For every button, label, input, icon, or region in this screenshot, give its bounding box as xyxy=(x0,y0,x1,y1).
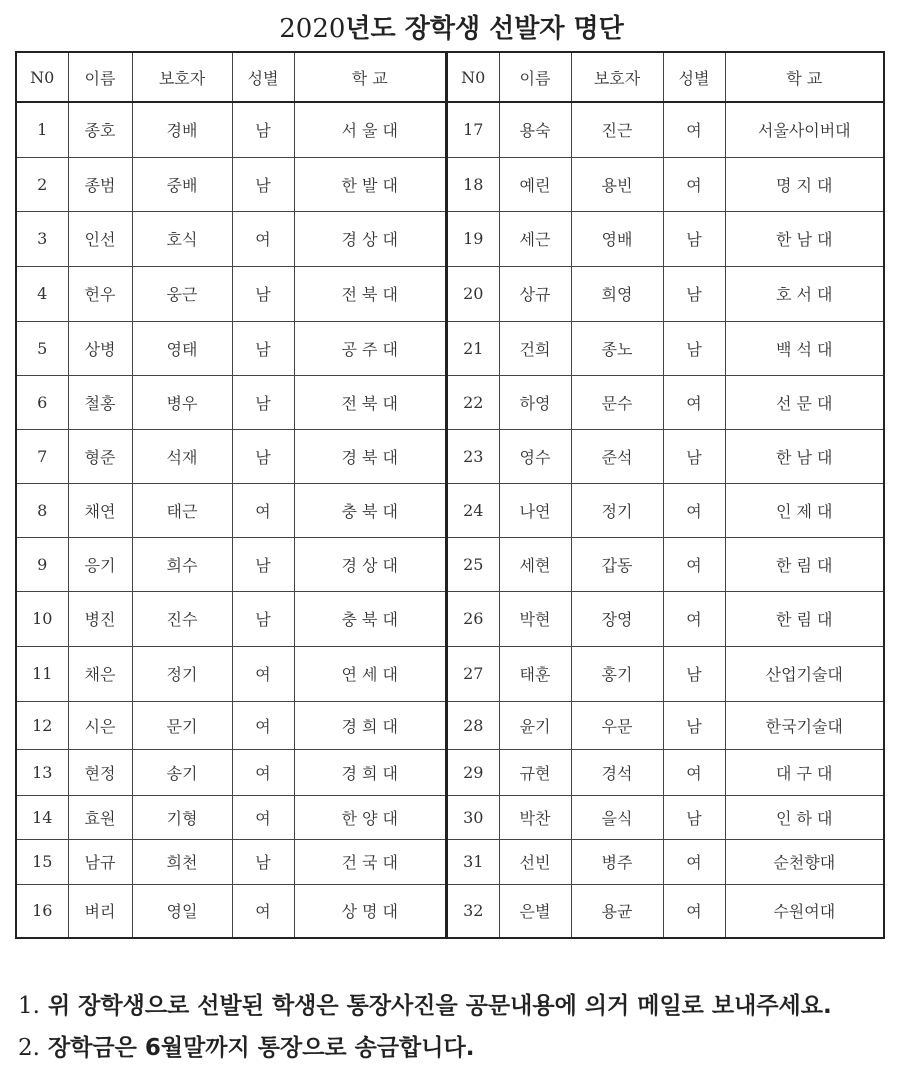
cell-no: 1 xyxy=(16,102,68,157)
table-row xyxy=(447,591,884,646)
cell-name: 건희 xyxy=(499,321,571,375)
cell-gender: 남 xyxy=(663,266,725,321)
cell-gender: 남 xyxy=(663,701,725,749)
cell-gender: 남 xyxy=(663,211,725,266)
cell-school: 서울사이버대 xyxy=(725,102,884,157)
cell-name: 벼리 xyxy=(68,884,132,938)
cell-school: 선 문 대 xyxy=(725,375,884,429)
cell-no: 9 xyxy=(16,537,68,591)
table-row xyxy=(447,321,884,375)
cell-no: 8 xyxy=(16,483,68,537)
cell-school: 명 지 대 xyxy=(725,157,884,211)
title-year: 2020 xyxy=(279,14,346,44)
cell-no: 18 xyxy=(447,157,499,211)
cell-name: 박찬 xyxy=(499,795,571,839)
cell-gender: 여 xyxy=(663,157,725,211)
cell-school: 경 북 대 xyxy=(294,429,446,483)
cell-guardian: 정기 xyxy=(132,646,232,701)
cell-guardian: 우문 xyxy=(571,701,663,749)
cell-no: 5 xyxy=(16,321,68,375)
cell-gender: 남 xyxy=(232,537,294,591)
cell-guardian: 병우 xyxy=(132,375,232,429)
cell-name: 세근 xyxy=(499,211,571,266)
cell-school: 백 석 대 xyxy=(725,321,884,375)
cell-guardian: 진근 xyxy=(571,102,663,157)
cell-no: 31 xyxy=(447,839,499,884)
table-row xyxy=(16,483,446,537)
cell-name: 현정 xyxy=(68,749,132,795)
table-row xyxy=(447,211,884,266)
cell-school: 서 울 대 xyxy=(294,102,446,157)
cell-gender: 남 xyxy=(232,375,294,429)
table-row xyxy=(16,211,446,266)
cell-school: 공 주 대 xyxy=(294,321,446,375)
cell-school: 한 림 대 xyxy=(725,591,884,646)
cell-guardian: 중배 xyxy=(132,157,232,211)
cell-guardian: 경배 xyxy=(132,102,232,157)
cell-guardian: 영태 xyxy=(132,321,232,375)
table-row xyxy=(447,749,884,795)
cell-gender: 남 xyxy=(663,646,725,701)
table-row xyxy=(447,839,884,884)
cell-gender: 여 xyxy=(663,749,725,795)
cell-gender: 여 xyxy=(232,795,294,839)
cell-school: 순천향대 xyxy=(725,839,884,884)
header-gender: 성별 xyxy=(663,52,725,102)
cell-no: 3 xyxy=(16,211,68,266)
cell-school: 한 남 대 xyxy=(725,429,884,483)
cell-name: 철홍 xyxy=(68,375,132,429)
cell-guardian: 태근 xyxy=(132,483,232,537)
cell-school: 전 북 대 xyxy=(294,266,446,321)
page-title xyxy=(0,8,903,45)
cell-no: 22 xyxy=(447,375,499,429)
header-no: N0 xyxy=(16,52,68,102)
cell-no: 20 xyxy=(447,266,499,321)
cell-gender: 여 xyxy=(232,701,294,749)
cell-name: 효원 xyxy=(68,795,132,839)
cell-gender: 여 xyxy=(663,375,725,429)
cell-school: 경 희 대 xyxy=(294,749,446,795)
cell-gender: 남 xyxy=(663,429,725,483)
table-left xyxy=(15,51,447,939)
header-school: 학 교 xyxy=(725,52,884,102)
cell-gender: 여 xyxy=(663,591,725,646)
cell-guardian: 희영 xyxy=(571,266,663,321)
cell-guardian: 홍기 xyxy=(571,646,663,701)
cell-guardian: 종노 xyxy=(571,321,663,375)
cell-school: 건 국 대 xyxy=(294,839,446,884)
cell-no: 17 xyxy=(447,102,499,157)
cell-gender: 남 xyxy=(232,157,294,211)
cell-gender: 남 xyxy=(232,102,294,157)
table-row xyxy=(447,483,884,537)
table-row xyxy=(447,701,884,749)
cell-gender: 여 xyxy=(232,211,294,266)
cell-no: 2 xyxy=(16,157,68,211)
cell-guardian: 경석 xyxy=(571,749,663,795)
cell-guardian: 영배 xyxy=(571,211,663,266)
cell-name: 채연 xyxy=(68,483,132,537)
cell-guardian: 갑동 xyxy=(571,537,663,591)
cell-no: 19 xyxy=(447,211,499,266)
title-text: 년도 장학생 선발자 명단 xyxy=(345,14,624,44)
table-row xyxy=(447,646,884,701)
cell-gender: 여 xyxy=(232,749,294,795)
cell-name: 채은 xyxy=(68,646,132,701)
cell-no: 21 xyxy=(447,321,499,375)
cell-guardian: 장영 xyxy=(571,591,663,646)
header-gender: 성별 xyxy=(232,52,294,102)
cell-name: 헌우 xyxy=(68,266,132,321)
cell-name: 시은 xyxy=(68,701,132,749)
cell-no: 6 xyxy=(16,375,68,429)
header-no: N0 xyxy=(447,52,499,102)
cell-no: 10 xyxy=(16,591,68,646)
cell-guardian: 호식 xyxy=(132,211,232,266)
cell-no: 16 xyxy=(16,884,68,938)
cell-name: 병진 xyxy=(68,591,132,646)
cell-name: 종호 xyxy=(68,102,132,157)
cell-guardian: 정기 xyxy=(571,483,663,537)
cell-no: 26 xyxy=(447,591,499,646)
cell-gender: 여 xyxy=(232,483,294,537)
cell-name: 윤기 xyxy=(499,701,571,749)
cell-school: 충 북 대 xyxy=(294,483,446,537)
table-row xyxy=(16,884,446,938)
cell-guardian: 영일 xyxy=(132,884,232,938)
table-header-row xyxy=(16,52,446,102)
table-row xyxy=(16,321,446,375)
cell-no: 28 xyxy=(447,701,499,749)
table-row xyxy=(16,102,446,157)
cell-name: 남규 xyxy=(68,839,132,884)
table-right xyxy=(446,51,885,939)
cell-no: 25 xyxy=(447,537,499,591)
cell-gender: 남 xyxy=(663,321,725,375)
cell-guardian: 병주 xyxy=(571,839,663,884)
header-name: 이름 xyxy=(499,52,571,102)
cell-gender: 여 xyxy=(663,483,725,537)
cell-guardian: 을식 xyxy=(571,795,663,839)
cell-school: 한국기술대 xyxy=(725,701,884,749)
cell-no: 12 xyxy=(16,701,68,749)
cell-gender: 여 xyxy=(663,884,725,938)
cell-school: 산업기술대 xyxy=(725,646,884,701)
notes xyxy=(18,985,832,1069)
table-row xyxy=(447,795,884,839)
cell-name: 은별 xyxy=(499,884,571,938)
cell-guardian: 문수 xyxy=(571,375,663,429)
cell-name: 영수 xyxy=(499,429,571,483)
header-name: 이름 xyxy=(68,52,132,102)
cell-no: 32 xyxy=(447,884,499,938)
cell-name: 나연 xyxy=(499,483,571,537)
table-row xyxy=(16,157,446,211)
cell-name: 예린 xyxy=(499,157,571,211)
cell-no: 7 xyxy=(16,429,68,483)
cell-guardian: 용균 xyxy=(571,884,663,938)
cell-gender: 남 xyxy=(663,795,725,839)
cell-guardian: 희수 xyxy=(132,537,232,591)
cell-guardian: 석재 xyxy=(132,429,232,483)
cell-school: 전 북 대 xyxy=(294,375,446,429)
table-row xyxy=(16,839,446,884)
cell-school: 호 서 대 xyxy=(725,266,884,321)
cell-guardian: 희천 xyxy=(132,839,232,884)
table-row xyxy=(16,795,446,839)
table-row xyxy=(16,749,446,795)
cell-guardian: 용빈 xyxy=(571,157,663,211)
cell-gender: 여 xyxy=(663,102,725,157)
cell-no: 29 xyxy=(447,749,499,795)
cell-no: 15 xyxy=(16,839,68,884)
cell-name: 규현 xyxy=(499,749,571,795)
cell-gender: 여 xyxy=(232,646,294,701)
table-row xyxy=(447,884,884,938)
cell-no: 4 xyxy=(16,266,68,321)
cell-school: 한 양 대 xyxy=(294,795,446,839)
cell-gender: 여 xyxy=(663,839,725,884)
cell-name: 종범 xyxy=(68,157,132,211)
table-row xyxy=(16,429,446,483)
table-row xyxy=(447,157,884,211)
cell-name: 형준 xyxy=(68,429,132,483)
table-row xyxy=(16,375,446,429)
cell-school: 인 제 대 xyxy=(725,483,884,537)
table-row xyxy=(16,266,446,321)
note-2: 2. 장학금은 6월말까지 통장으로 송금합니다. xyxy=(18,1035,475,1061)
cell-name: 박현 xyxy=(499,591,571,646)
cell-no: 27 xyxy=(447,646,499,701)
cell-guardian: 준석 xyxy=(571,429,663,483)
note-1: 1. 위 장학생으로 선발된 학생은 통장사진을 공문내용에 의거 메일로 보내주세요. xyxy=(18,993,832,1019)
cell-no: 23 xyxy=(447,429,499,483)
cell-name: 상병 xyxy=(68,321,132,375)
cell-guardian: 문기 xyxy=(132,701,232,749)
cell-no: 14 xyxy=(16,795,68,839)
cell-school: 연 세 대 xyxy=(294,646,446,701)
cell-guardian: 웅근 xyxy=(132,266,232,321)
cell-school: 한 발 대 xyxy=(294,157,446,211)
cell-name: 용숙 xyxy=(499,102,571,157)
cell-guardian: 송기 xyxy=(132,749,232,795)
cell-gender: 여 xyxy=(663,537,725,591)
cell-school: 경 희 대 xyxy=(294,701,446,749)
cell-school: 상 명 대 xyxy=(294,884,446,938)
cell-name: 응기 xyxy=(68,537,132,591)
header-school: 학 교 xyxy=(294,52,446,102)
table-row xyxy=(16,537,446,591)
cell-no: 24 xyxy=(447,483,499,537)
cell-name: 태훈 xyxy=(499,646,571,701)
cell-guardian: 기형 xyxy=(132,795,232,839)
table-header-row xyxy=(447,52,884,102)
header-guardian: 보호자 xyxy=(132,52,232,102)
table-row xyxy=(447,266,884,321)
cell-school: 경 상 대 xyxy=(294,537,446,591)
table-row xyxy=(447,375,884,429)
cell-gender: 남 xyxy=(232,591,294,646)
cell-name: 세현 xyxy=(499,537,571,591)
cell-school: 인 하 대 xyxy=(725,795,884,839)
header-guardian: 보호자 xyxy=(571,52,663,102)
cell-school: 수원여대 xyxy=(725,884,884,938)
cell-school: 한 림 대 xyxy=(725,537,884,591)
cell-name: 선빈 xyxy=(499,839,571,884)
cell-gender: 여 xyxy=(232,884,294,938)
cell-school: 충 북 대 xyxy=(294,591,446,646)
cell-school: 경 상 대 xyxy=(294,211,446,266)
table-row xyxy=(16,591,446,646)
cell-name: 상규 xyxy=(499,266,571,321)
table-row xyxy=(16,646,446,701)
cell-school: 대 구 대 xyxy=(725,749,884,795)
table-row xyxy=(447,537,884,591)
cell-school: 한 남 대 xyxy=(725,211,884,266)
table-row xyxy=(16,701,446,749)
cell-gender: 남 xyxy=(232,321,294,375)
cell-no: 11 xyxy=(16,646,68,701)
table-row xyxy=(447,429,884,483)
cell-gender: 남 xyxy=(232,266,294,321)
cell-name: 인선 xyxy=(68,211,132,266)
cell-no: 30 xyxy=(447,795,499,839)
cell-guardian: 진수 xyxy=(132,591,232,646)
cell-gender: 남 xyxy=(232,429,294,483)
table-row xyxy=(447,102,884,157)
cell-gender: 남 xyxy=(232,839,294,884)
cell-no: 13 xyxy=(16,749,68,795)
cell-name: 하영 xyxy=(499,375,571,429)
